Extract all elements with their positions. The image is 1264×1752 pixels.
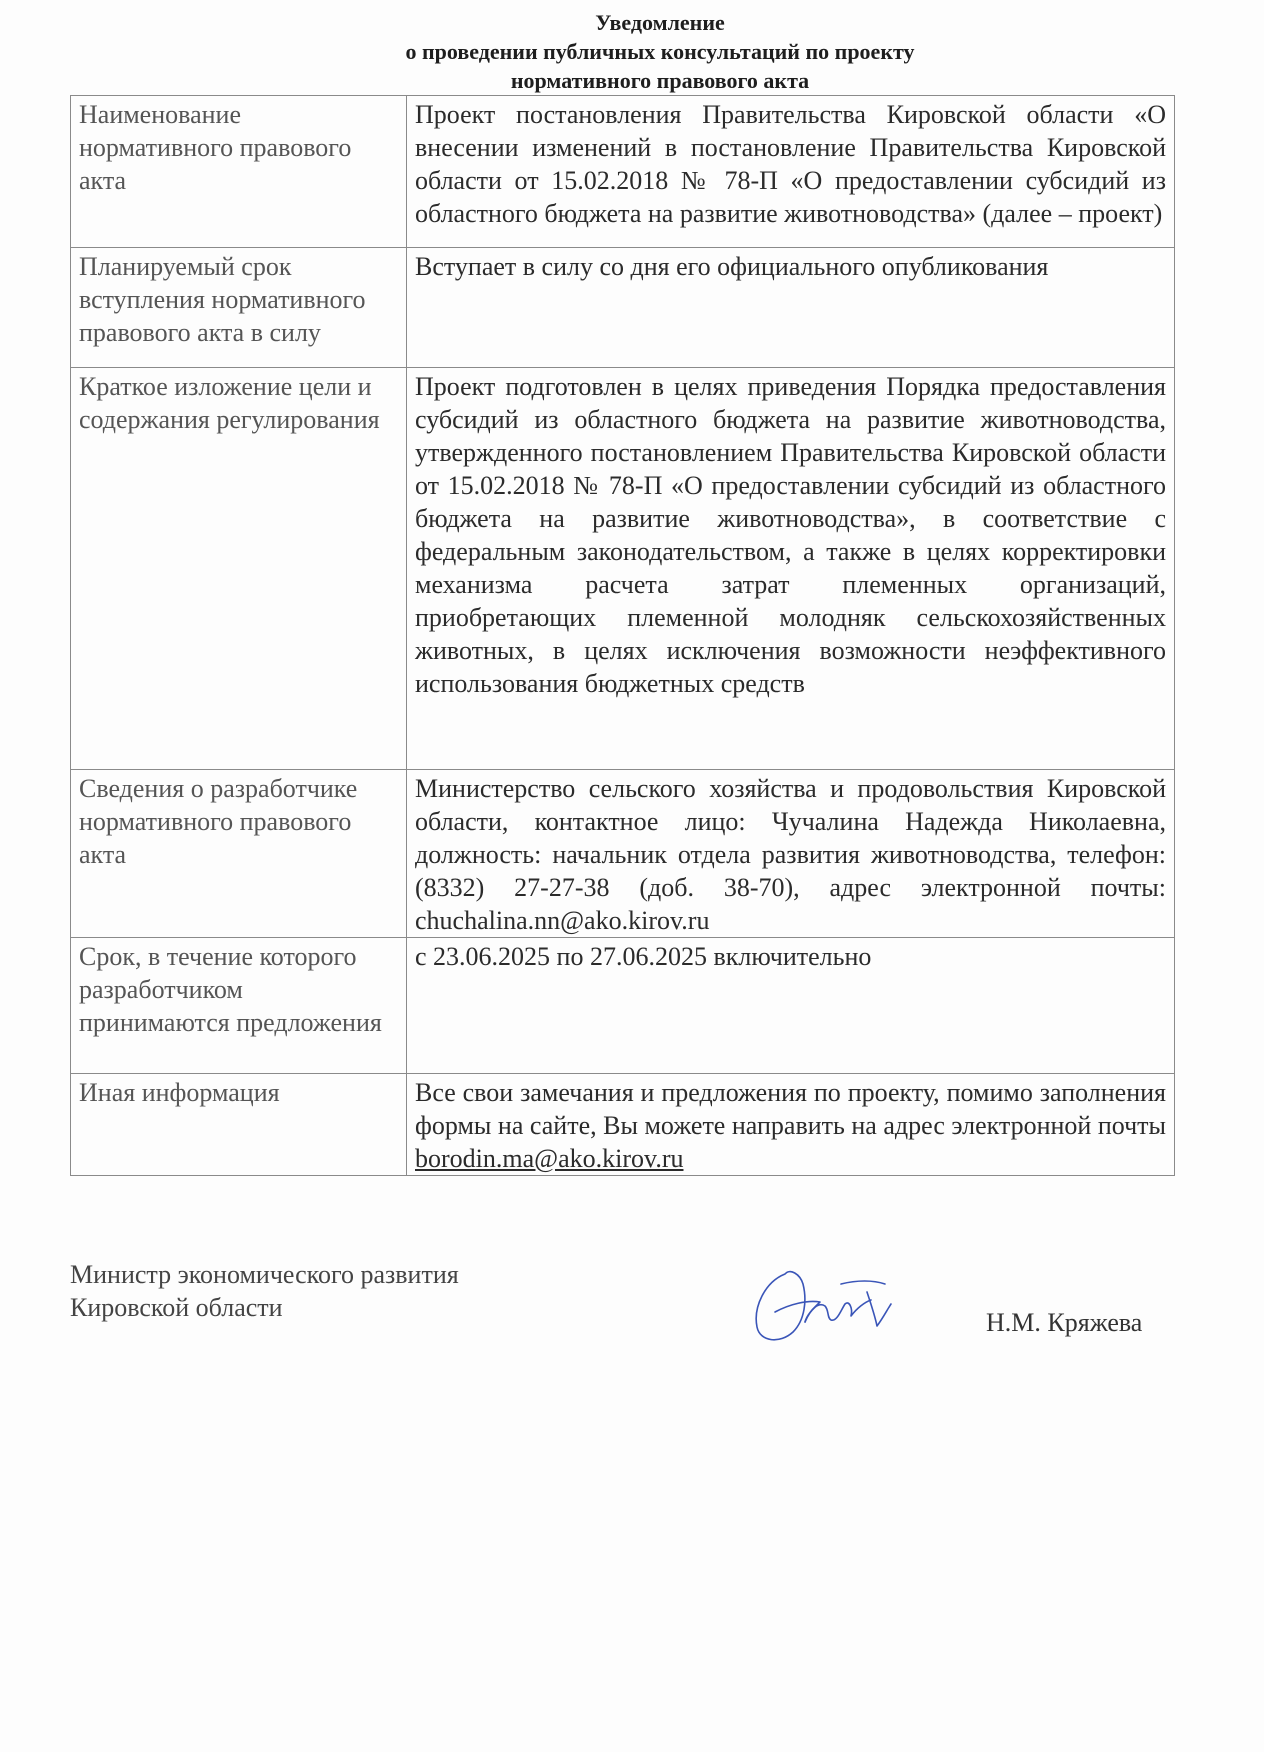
row-value-developer: Министерство сельского хозяйства и продовольствия Кировской области, контактное лицо: Чучалина Надежда Николаевна, должность: начальник отдела развития животноводства, телефон: (8332) 27-27-38 (доб. 38-70), адрес электронной почты: chuchalina.nn@ako.kirov.ru: [407, 770, 1175, 938]
heading-title: Уведомление: [595, 10, 725, 35]
position-line2: Кировской области: [70, 1293, 283, 1322]
table-row: [71, 368, 1175, 770]
table-row: [71, 96, 1175, 248]
table-row: [71, 248, 1175, 368]
row-value-effective-date: Вступает в силу со дня его официального опубликования: [407, 248, 1175, 368]
email-link[interactable]: borodin.ma@ako.kirov.ru: [415, 1144, 684, 1173]
row-label-purpose: Краткое изложение цели и содержания регулирования: [71, 368, 407, 770]
row-label-effective-date: Планируемый срок вступления нормативного правового акта в силу: [71, 248, 407, 368]
row-value-purpose: Проект подготовлен в целях приведения Порядка предоставления субсидий из областного бюджета на развитие животноводства, утвержденного постановлением Правительства Кировской области от 15.02.2018 № 78-П «О предоставлении субсидий из областного бюджета на развитие животноводства», в соответствие с федеральным законодательством, а также в целях корректировки механизма расчета затрат племенных организаций, приобретающих племенной молодняк сельскохозяйственных животных, в целях исключения возможности неэффективного использования бюджетных средств: [407, 368, 1175, 770]
row-label-act-name: Наименование нормативного правового акта: [71, 96, 407, 248]
heading-subtitle-line1: о проведении публичных консультаций по проекту: [405, 39, 915, 64]
position-line1: Министр экономического развития: [70, 1260, 459, 1289]
signatory-position: [70, 1258, 459, 1324]
row-label-deadline: Срок, в течение которого разработчиком принимаются предложения: [71, 938, 407, 1074]
table-row: [71, 770, 1175, 938]
table-row: [71, 1074, 1175, 1176]
document-heading: [200, 8, 1120, 95]
handwritten-signature: [745, 1262, 895, 1352]
row-label-developer: Сведения о разработчике нормативного правового акта: [71, 770, 407, 938]
row-value-act-name: Проект постановления Правительства Кировской области «О внесении изменений в постановление Правительства Кировской области от 15.02.2018 № 78-П «О предоставлении субсидий из областного бюджета на развитие животноводства» (далее – проект): [407, 96, 1175, 248]
other-info-text: Все свои замечания и предложения по проекту, помимо заполнения формы на сайте, Вы можете направить на адрес электронной почты: [415, 1078, 1166, 1140]
row-value-other-info: [407, 1074, 1175, 1176]
signer-name: Н.М. Кряжева: [986, 1308, 1143, 1337]
row-label-other-info: Иная информация: [71, 1074, 407, 1176]
row-value-deadline: с 23.06.2025 по 27.06.2025 включительно: [407, 938, 1175, 1074]
table-row: [71, 938, 1175, 1074]
notice-table: [70, 95, 1175, 1176]
heading-subtitle-line2: нормативного правового акта: [510, 68, 810, 93]
